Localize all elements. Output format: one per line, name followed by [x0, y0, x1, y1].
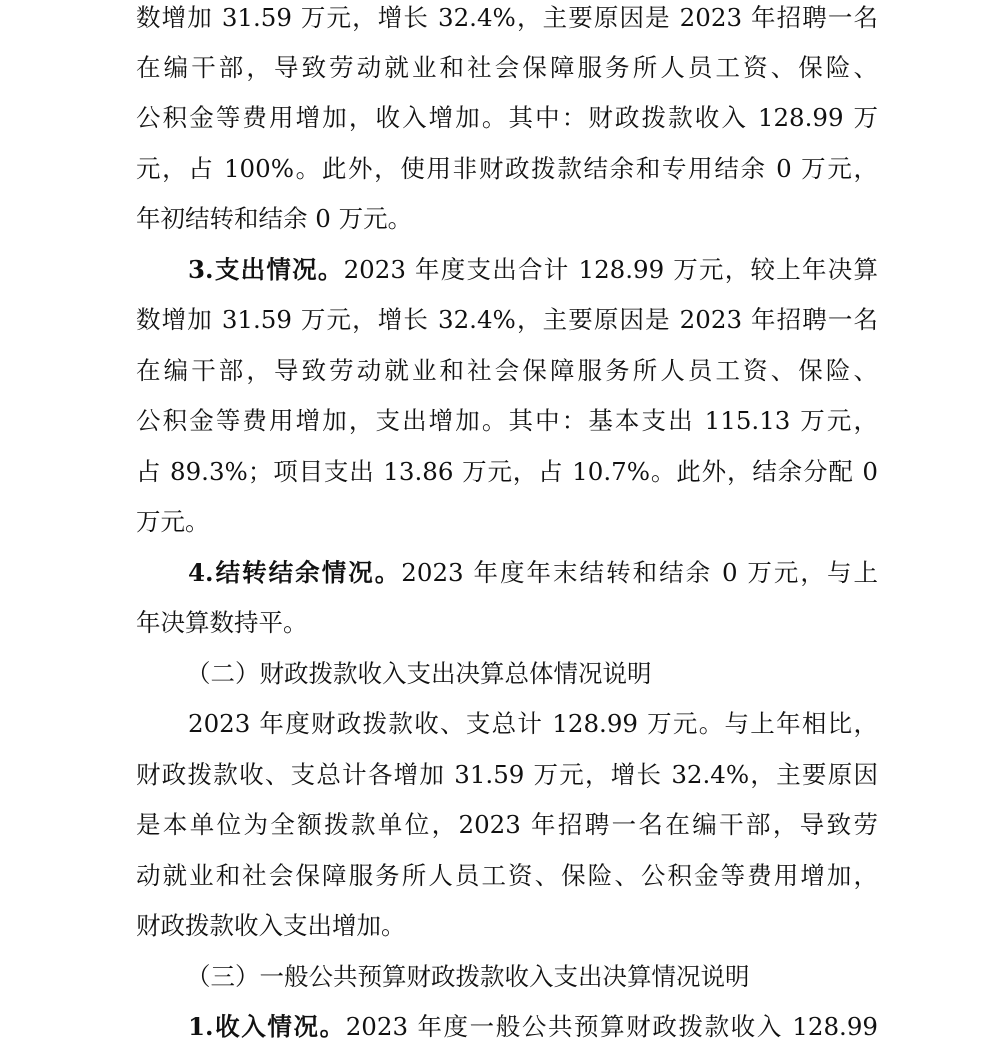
- paragraph-line: 是本单位为全额拨款单位，2023 年招聘一名在编干部，导致劳: [136, 810, 878, 839]
- paragraph-line: 年初结转和结余 0 万元。: [136, 204, 413, 233]
- section-heading: 1.收入情况。: [188, 1012, 346, 1041]
- paragraph-line: 公积金等费用增加，支出增加。其中：基本支出 115.13 万元，: [136, 406, 878, 435]
- paragraph-line: 动就业和社会保障服务所人员工资、保险、公积金等费用增加，: [136, 861, 878, 890]
- paragraph-first-line: [188, 252, 878, 288]
- section-heading: 3.支出情况。: [188, 255, 344, 284]
- paragraph-line: 数增加 31.59 万元，增长 32.4%，主要原因是 2023 年招聘一名: [136, 3, 878, 32]
- paragraph-line: 公积金等费用增加，收入增加。其中：财政拨款收入 128.99 万: [136, 103, 878, 132]
- paragraph-first-line: [188, 555, 878, 591]
- section-heading: 4.结转结余情况。: [188, 558, 402, 587]
- paragraph-first-line: [188, 1009, 878, 1045]
- section-title: （二）财政拨款收入支出决算总体情况说明: [186, 659, 652, 688]
- section-title: （三）一般公共预算财政拨款收入支出决算情况说明: [186, 962, 750, 991]
- paragraph-line: 元，占 100%。此外，使用非财政拨款结余和专用结余 0 万元，: [136, 154, 878, 183]
- paragraph-line: 财政拨款收入支出增加。: [136, 911, 406, 940]
- paragraph-line: 数增加 31.59 万元，增长 32.4%，主要原因是 2023 年招聘一名: [136, 305, 878, 334]
- paragraph-line: 2023 年度财政拨款收、支总计 128.99 万元。与上年相比，: [188, 709, 878, 738]
- paragraph-line: 财政拨款收、支总计各增加 31.59 万元，增长 32.4%，主要原因: [136, 760, 878, 789]
- paragraph-line: 在编干部，导致劳动就业和社会保障服务所人员工资、保险、: [136, 53, 878, 82]
- paragraph-text: 2023 年度一般公共预算财政拨款收入 128.99: [345, 1012, 879, 1041]
- paragraph-line: 年决算数持平。: [136, 608, 308, 637]
- paragraph-text: 2023 年度支出合计 128.99 万元，较上年决算: [343, 255, 878, 284]
- paragraph-line: 在编干部，导致劳动就业和社会保障服务所人员工资、保险、: [136, 356, 878, 385]
- paragraph-line: 万元。: [136, 507, 210, 536]
- paragraph-text: 2023 年度年末结转和结余 0 万元，与上: [401, 558, 878, 587]
- paragraph-line: 占 89.3%；项目支出 13.86 万元，占 10.7%。此外，结余分配 0: [136, 457, 878, 486]
